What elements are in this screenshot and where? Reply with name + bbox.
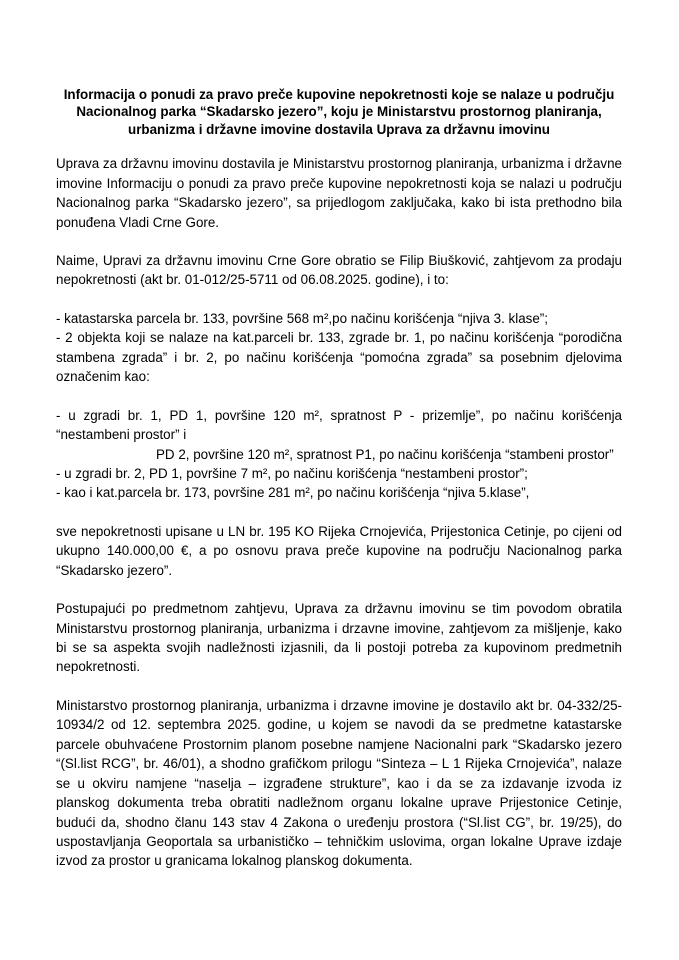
list-item-parcel-173: - kao i kat.parcela br. 173, površine 281 m², po načinu korišćenja “njiva 5.klase”, bbox=[56, 485, 530, 501]
list-item-building1-pd2: PD 2, površine 120 m², spratnost P1, po načinu korišćenja “stambeni prostor” bbox=[156, 446, 614, 462]
paragraph-request: Naime, Upravi za državnu imovinu Crne Gore obratio se Filip Biušković, zahtjevom za prodaju nepokretnosti (akt br. 01-012/25-5711 od 06.08.2025. godine), i to: bbox=[56, 253, 622, 288]
paragraph-ministry-response: Ministarstvo prostornog planiranja, urbanizma i drzavne imovine je dostavilo akt br. 04-332/25-10934/2 od 12. septembra 2025. godine, u kojem se navodi da se predmetne katastarske parcele obuhvaćene Prostornim planom posebne namjene Nacionalni park “Skadarsko jezero “(Sl.list RCG”, br. 46/01), a shodno grafičkom prilogu “Sinteza – L 1 Rijeka Crnojevića”, nalaze se u okviru namjene “naselja – izgrađene strukture”, kao i da se za izdavanje izvoda iz planskog dokumenta treba obratiti nadležnom organu lokalne uprave Prijestonice Cetinje, budući da, shodno članu 143 stav 4 Zakona o uređenju prostora (“Sl.list CG”, br. 19/25), do uspostavljanja Geoportala sa urbanističko – tehničkim uslovima, organ lokalne Uprave izdaje izvod za prostor u granicama lokalnog planskog dokumenta. bbox=[56, 697, 622, 869]
list-item-objects: - 2 objekta koji se nalaze na kat.parceli br. 133, zgrade br. 1, po načinu korišćenja “porodična stambena zgrada” i br. 2, po načinu korišćenja “pomoćna zgrada” sa posebnim djelovima označenim kao: bbox=[56, 330, 622, 385]
paragraph-procedure: Postupajući po predmetnom zahtjevu, Uprava za državnu imovinu se tim povodom obratila Ministarstvu prostornog planiranja, urbanizma i drzavne imovine, zahtjevom za mišljenje, kako bi se sa aspekta svojih nadležnosti izjasnili, da li postoji potreba za kupovinom predmetnih nepokretnosti. bbox=[56, 601, 622, 675]
paragraph-summary-price: sve nepokretnosti upisane u LN br. 195 KO Rijeka Crnojevića, Prijestonica Cetinje, po cijeni od ukupno 140.000,00 €, a po osnovu prava preče kupovine na području Nacionalnog parka “Skadarsko jezero”. bbox=[56, 523, 622, 578]
list-item-parcel-133: - katastarska parcela br. 133, površine 568 m²,po načinu korišćenja “njiva 3. klase”; bbox=[56, 310, 548, 326]
document-title: Informacija o ponudi za pravo preče kupovine nepokretnosti koje se nalaze u području Nacionalnog parka “Skadarsko jezero”, koju je Ministarstvu prostornog planiranja, urbanizma i državne imovine dostavila Uprava za državnu imovinu bbox=[63, 87, 615, 137]
list-item-building1-pd1: - u zgradi br. 1, PD 1, površine 120 m², spratnost P - prizemlje”, po načinu korišćenja “nestambeni prostor” i bbox=[56, 407, 622, 443]
list-item-building2-pd1: - u zgradi br. 2, PD 1, površine 7 m², po načinu korišćenja “nestambeni prostor”; bbox=[56, 465, 528, 481]
paragraph-intro: Uprava za državnu imovinu dostavila je Ministarstvu prostornog planiranja, urbanizma i državne imovine Informaciju o ponudi za pravo preče kupovine nepokretnosti koja se nalazi u području Nacionalnog parka “Skadarsko jezero”, sa prijedlogom zaključaka, kako bi ista prethodno bila ponuđena Vladi Crne Gore. bbox=[56, 156, 622, 230]
